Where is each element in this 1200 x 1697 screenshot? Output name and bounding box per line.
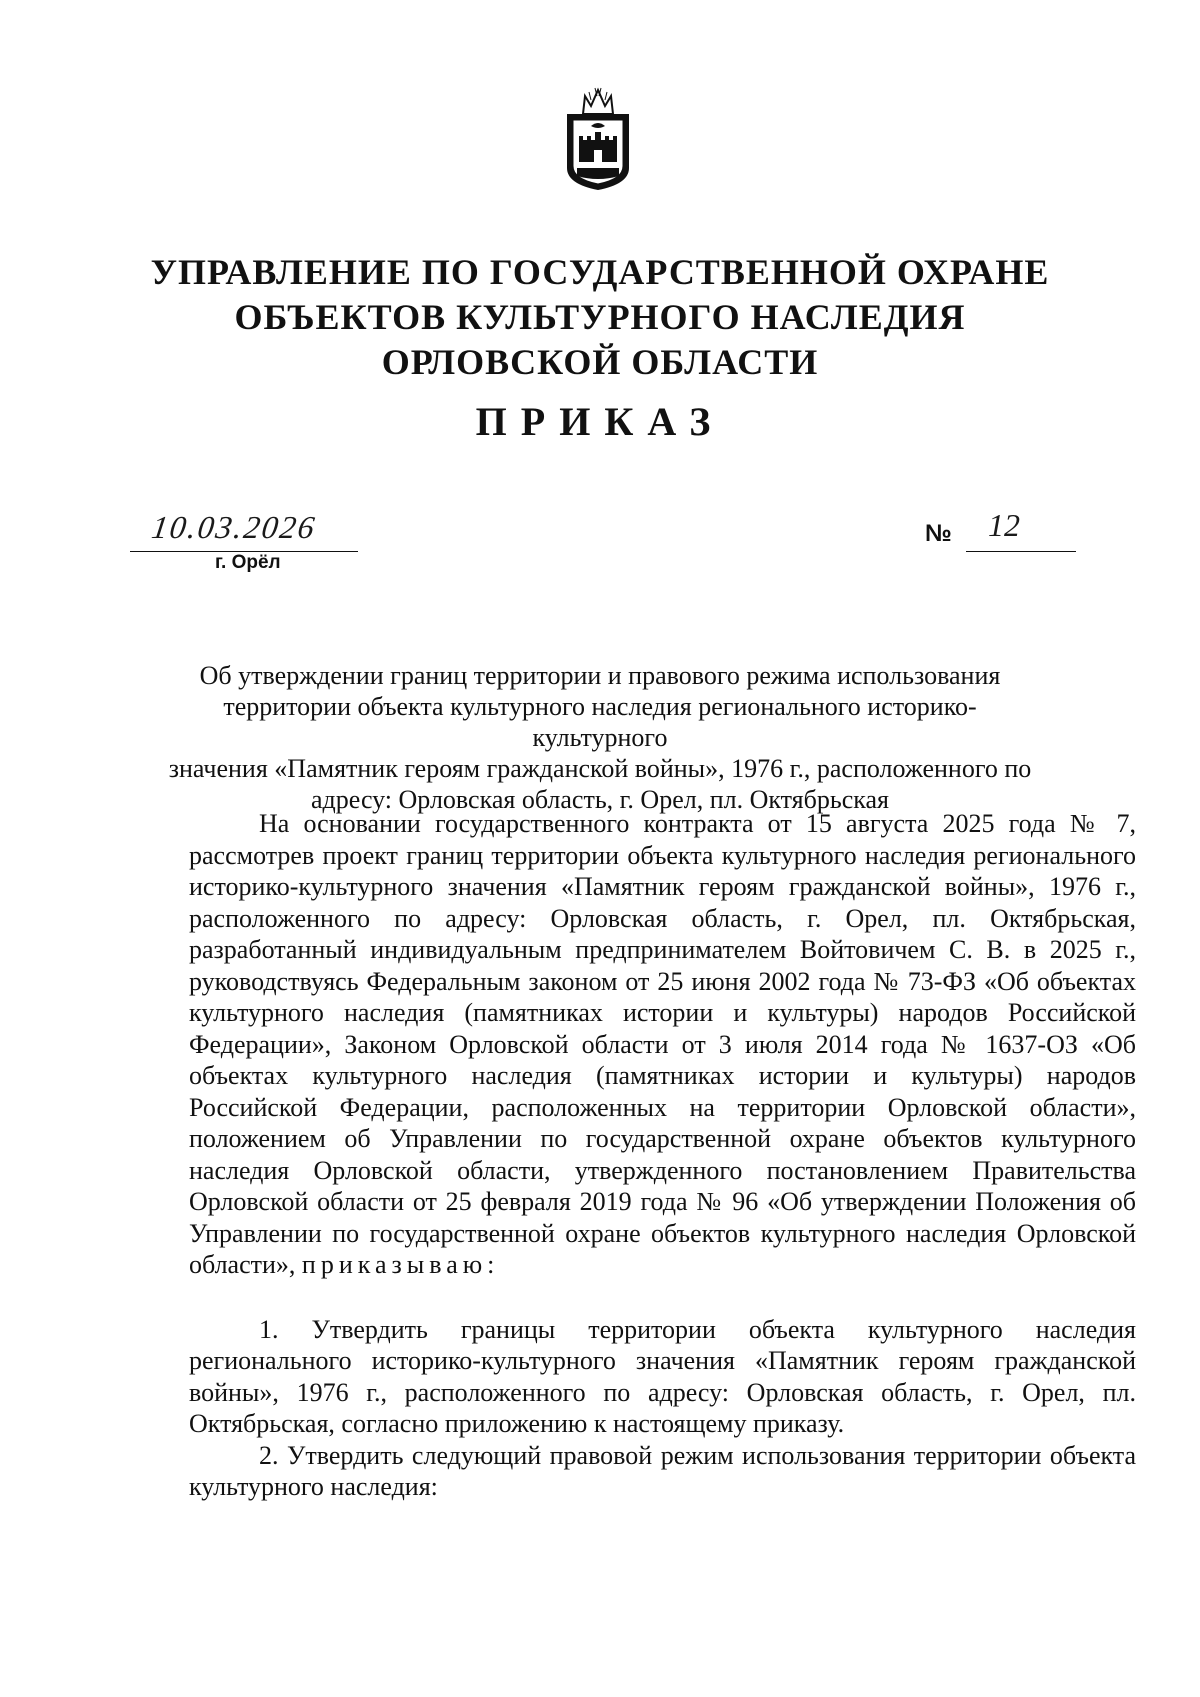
document-type: ПРИКАЗ (475, 399, 725, 444)
date-field (130, 509, 358, 552)
subject-line-2: территории объекта культурного наследия регионального историко-культурного (223, 692, 977, 752)
handwritten-date: 10.03.2026 (149, 509, 319, 545)
item-2-paragraph: 2. Утвердить следующий правовой режим использования территории объекта культурного наследия: (189, 1440, 1136, 1501)
item-1-paragraph: 1. Утвердить границы территории объекта культурного наследия регионального историко-культурного значения «Памятник героям гражданской войны», 1976 г., расположенного по адресу: Орловская область, г. Орел, пл. Октябрьская, согласно приложению к настоящему приказу. (189, 1314, 1136, 1438)
heading-line-1: УПРАВЛЕНИЕ ПО ГОСУДАРСТВЕННОЙ ОХРАНЕ (150, 252, 1050, 292)
agency-heading (0, 250, 1200, 385)
subject-line-4: адресу: Орловская область, г. Орел, пл. Октябрьская (310, 785, 890, 814)
subject-line-1: Об утверждении границ территории и правового режима использования (199, 661, 1001, 690)
number-field (966, 507, 1076, 552)
handwritten-number: 12 (988, 507, 1020, 543)
city-label: г. Орёл (215, 552, 281, 573)
preamble-paragraph (189, 808, 1136, 1281)
order-word: приказываю: (301, 1250, 500, 1279)
heading-line-3: ОРЛОВСКОЙ ОБЛАСТИ (381, 342, 819, 382)
preamble-text: На основании государственного контракта от 15 августа 2025 года № 7, рассмотрев проект границ территории объекта культурного наследия регионального историко-культурного значения «Памятник героям гражданской войны», 1976 г., расположенного по адресу: Орловская область, г. Орел, пл. Октябрьская, разработанный индивидуальным предпринимателем Войтовичем С. В. в 2025 г., руководствуясь Федеральным законом от 25 июня 2002 года № 73-ФЗ «Об объектах культурного наследия (памятниках истории и культуры) народов Российской Федерации», Законом Орловской области от 3 июля 2014 года № 1637-ОЗ «Об объектах культурного наследия (памятниках истории и культуры) народов Российской Федерации, расположенных на территории Орловской области», положением об Управлении по государственной охране объектов культурного наследия Орловской области, утвержденного постановлением Правительства Орловской области от 25 февраля 2019 года № 96 «Об утверждении Положения об Управлении по государственной охране объектов культурного наследия Орловской области», (189, 809, 1136, 1279)
heading-line-2: ОБЪЕКТОВ КУЛЬТУРНОГО НАСЛЕДИЯ (234, 297, 966, 337)
subject-line-3: значения «Памятник героям гражданской войны», 1976 г., расположенного по (168, 754, 1032, 783)
order-subject (160, 660, 1040, 815)
number-label: № (925, 520, 952, 547)
order-body (189, 808, 1136, 1503)
coat-of-arms-icon (555, 84, 641, 192)
